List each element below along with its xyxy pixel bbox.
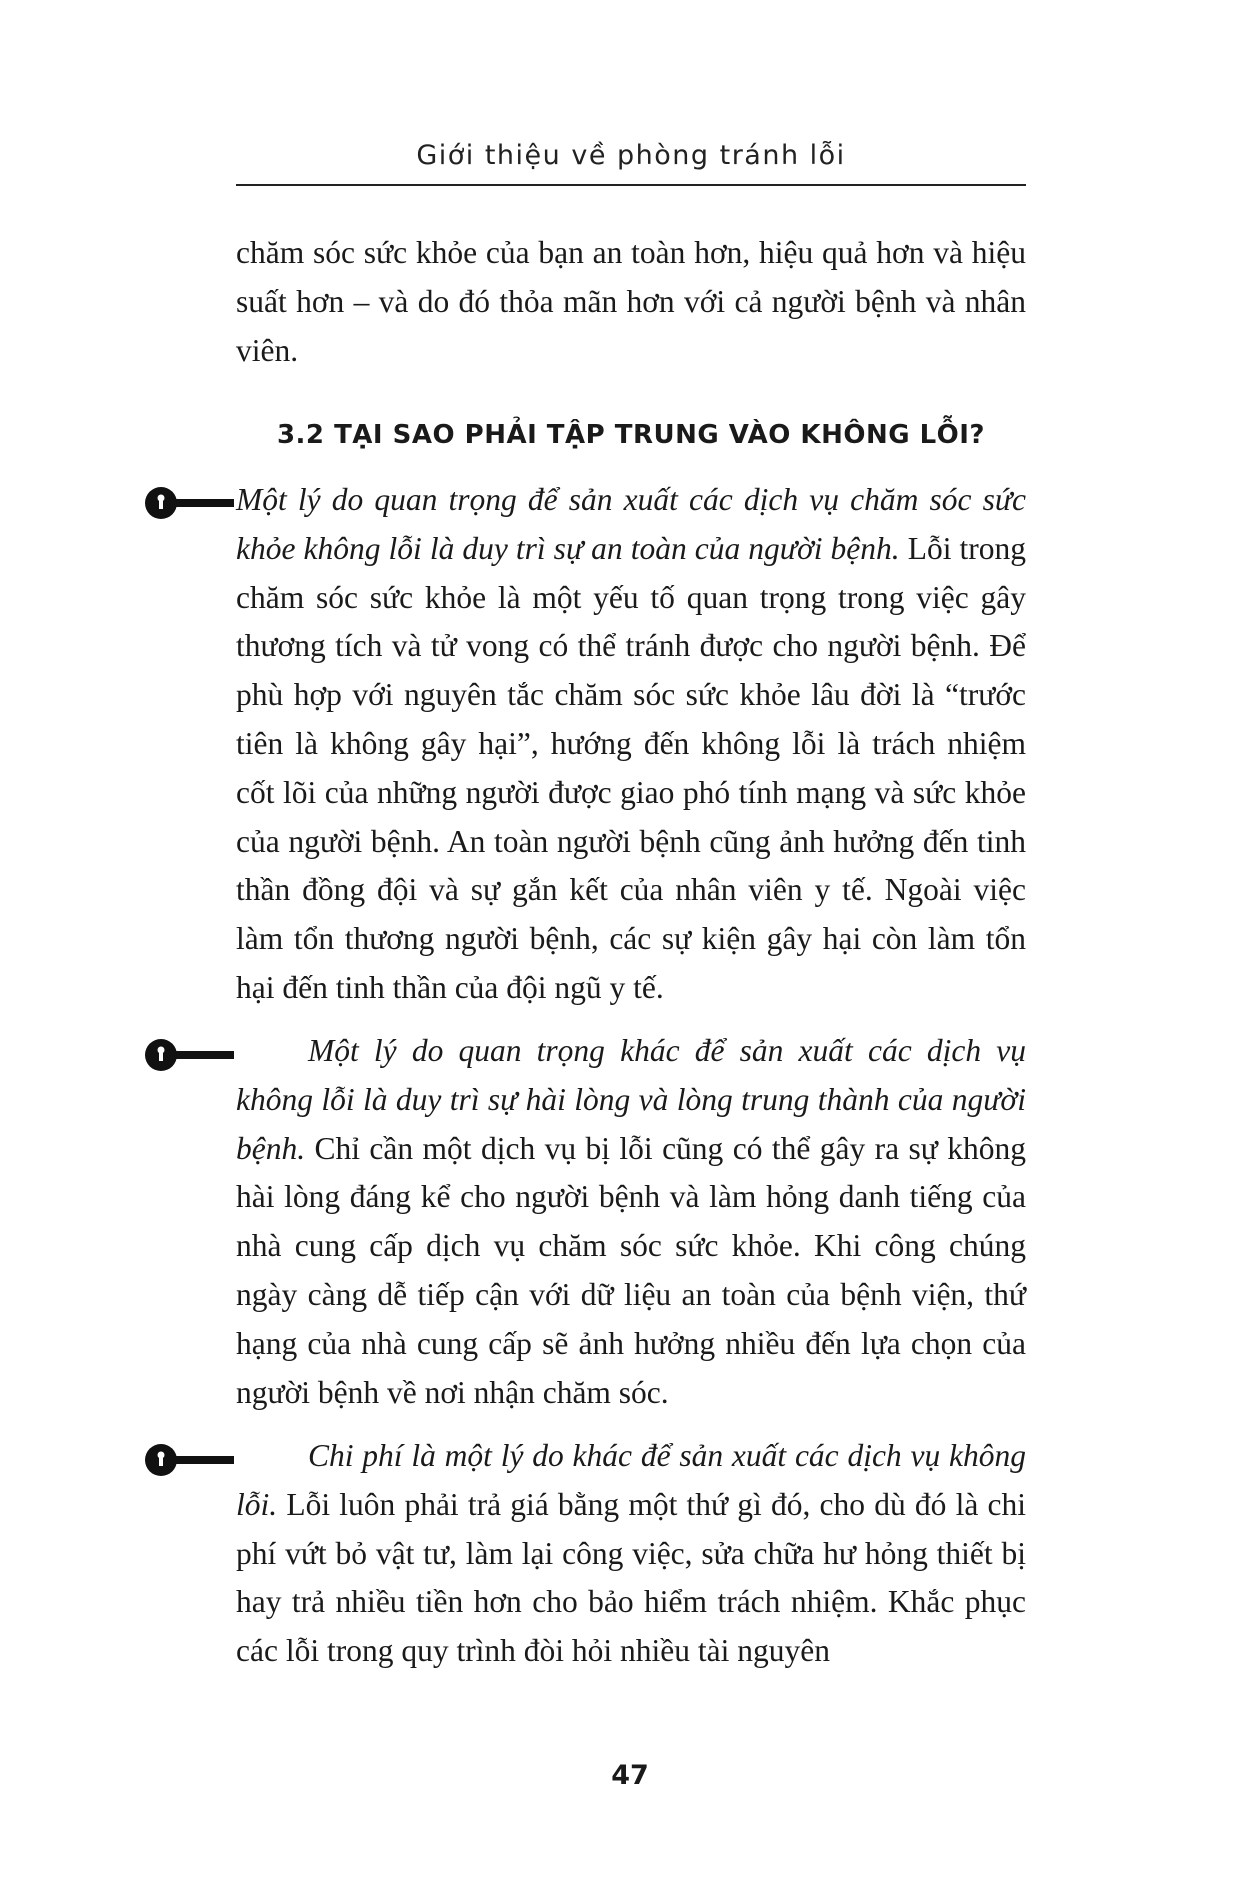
paragraph-2-lead: Một lý do quan trọng để sản xuất các dịch vụ chăm sóc sức khỏe không lỗi là duy trì sự an toàn của người bệnh.: [236, 482, 1026, 566]
paragraph-patient-safety: [236, 476, 1026, 1013]
paragraph-3-lead: Một lý do quan trọng khác để sản xuất các dịch vụ không lỗi là duy trì sự hài lòng và lòng trung thành của người bệnh.: [236, 1033, 1026, 1166]
paragraph-4-lead: Chi phí là một lý do khác để sản xuất các dịch vụ không lỗi.: [236, 1438, 1026, 1522]
running-title: Giới thiệu về phòng tránh lỗi: [416, 140, 846, 171]
header-rule: [236, 184, 1026, 186]
key-icon: [144, 1037, 236, 1073]
key-icon: [144, 485, 236, 521]
paragraph-3-text: Chỉ cần một dịch vụ bị lỗi cũng có thể gây ra sự không hài lòng đáng kể cho người bệnh và làm hỏng danh tiếng của nhà cung cấp dịch vụ chăm sóc sức khỏe. Khi công chúng ngày càng dễ tiếp cận với dữ liệu an toàn của bệnh viện, thứ hạng của nhà cung cấp sẽ ảnh hưởng nhiều đến lựa chọn của người bệnh về nơi nhận chăm sóc.: [236, 1130, 1026, 1410]
paragraph-4-text: Lỗi luôn phải trả giá bằng một thứ gì đó, cho dù đó là chi phí vứt bỏ vật tư, làm lại công việc, sửa chữa hư hỏng thiết bị hay trả nhiều tiền hơn cho bảo hiểm trách nhiệm. Khắc phục các lỗi trong quy trình đòi hỏi nhiều tài nguyên: [236, 1486, 1026, 1669]
section-heading: 3.2 TẠI SAO PHẢI TẬP TRUNG VÀO KHÔNG LỖI?: [276, 420, 986, 450]
key-icon: [144, 1442, 236, 1478]
paragraph-1-text: chăm sóc sức khỏe của bạn an toàn hơn, hiệu quả hơn và hiệu suất hơn – và do đó thỏa mãn hơn với cả người bệnh và nhân viên.: [236, 235, 1026, 368]
paragraph-cost: [236, 1432, 1026, 1676]
paragraph-2-text: Lỗi trong chăm sóc sức khỏe là một yếu tố quan trọng trong việc gây thương tích và tử vong có thể tránh được cho người bệnh. Để phù hợp với nguyên tắc chăm sóc sức khỏe lâu đời là “trước tiên là không gây hại”, hướng đến không lỗi là trách nhiệm cốt lõi của những người được giao phó tính mạng và sức khỏe của người bệnh. An toàn người bệnh cũng ảnh hưởng đến tinh thần đồng đội và sự gắn kết của nhân viên y tế. Ngoài việc làm tổn thương người bệnh, các sự kiện gây hại còn làm tổn hại đến tinh thần của đội ngũ y tế.: [236, 530, 1026, 1005]
paragraph-continuation: [236, 229, 1026, 375]
page-number: 47: [611, 1760, 649, 1791]
paragraph-patient-satisfaction: [236, 1027, 1026, 1417]
